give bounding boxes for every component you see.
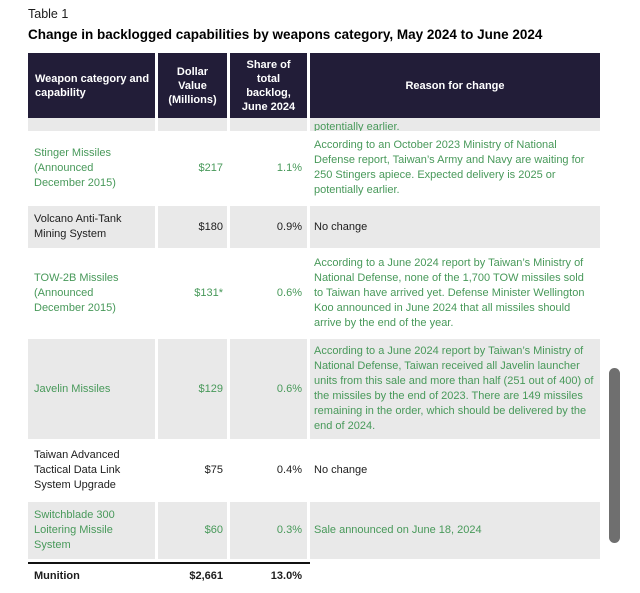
backlog-share-cell: 1.1%: [230, 133, 307, 203]
weapon-category-cell: Javelin Missiles: [28, 339, 155, 439]
cutoff-reason-text: potentially earlier.: [314, 121, 400, 131]
table-row: [28, 251, 600, 336]
reason-cell: According to a June 2024 report by Taiwan’s Ministry of National Defense, Taiwan received all Javelin launcher units from this sale and more than half (251 out of 400) of the missiles by the end of 2023. There are 149 missiles remaining in the order, which should be delivered by the end of 2024.: [310, 339, 600, 439]
reason-cell: No change: [310, 442, 600, 499]
reason-cell: [310, 564, 600, 590]
table-row: [28, 339, 600, 439]
dollar-value-cell: $75: [158, 442, 227, 499]
table-row: [28, 502, 600, 559]
cutoff-table-row: [28, 118, 600, 131]
reason-cell: According to an October 2023 Ministry of National Defense report, Taiwan’s Army and Navy are waiting for 250 Stingers apiece. Expected delivery is 2025 or potentially earlier.: [310, 133, 600, 203]
table-header-row: [28, 53, 600, 118]
reason-cell: According to a June 2024 report by Taiwan’s Ministry of National Defense, none of the 1,700 TOW missiles sold to Taiwan have arrived yet. Defense Minister Wellington Koo announced in June 2024 that all missiles should arrive by the end of the year.: [310, 251, 600, 336]
weapon-category-cell: Stinger Missiles (Announced December 2015): [28, 133, 155, 203]
table-row: [28, 442, 600, 499]
backlog-share-cell: 0.9%: [230, 206, 307, 248]
backlog-share-cell: 0.3%: [230, 502, 307, 559]
weapon-category-cell: [28, 118, 155, 131]
reason-cell: No change: [310, 206, 600, 248]
weapon-category-cell: Volcano Anti-Tank Mining System: [28, 206, 155, 248]
weapon-category-cell: TOW-2B Missiles (Announced December 2015): [28, 251, 155, 336]
reason-cell: [310, 118, 600, 131]
page-title: Change in backlogged capabilities by weapons category, May 2024 to June 2024: [28, 27, 543, 42]
table-number-label: Table 1: [28, 7, 69, 21]
backlog-share-cell: 0.4%: [230, 442, 307, 499]
vertical-scrollbar-thumb[interactable]: [609, 368, 620, 543]
backlog-share-cell: 13.0%: [230, 564, 307, 590]
dollar-value-cell: $131*: [158, 251, 227, 336]
weapon-category-cell: Switchblade 300 Loitering Missile System: [28, 502, 155, 559]
weapon-category-cell: Taiwan Advanced Tactical Data Link System Upgrade: [28, 442, 155, 499]
column-header-backlog-share: Share of total backlog, June 2024: [230, 53, 307, 118]
weapon-category-cell: Munition: [28, 564, 155, 590]
dollar-value-cell: $60: [158, 502, 227, 559]
total-table-row: [28, 564, 600, 590]
dollar-value-cell: [158, 118, 227, 131]
dollar-value-cell: $2,661: [158, 564, 227, 590]
table-row: [28, 133, 600, 203]
document-page: [28, 6, 600, 593]
backlog-share-cell: 0.6%: [230, 251, 307, 336]
table-body: [28, 133, 600, 559]
column-header-weapon-category: Weapon category and capability: [28, 53, 155, 118]
backlog-share-cell: [230, 118, 307, 131]
column-header-reason: Reason for change: [310, 53, 600, 118]
column-header-dollar-value: Dollar Value (Millions): [158, 53, 227, 118]
reason-cell: Sale announced on June 18, 2024: [310, 502, 600, 559]
dollar-value-cell: $217: [158, 133, 227, 203]
dollar-value-cell: $180: [158, 206, 227, 248]
backlog-share-cell: 0.6%: [230, 339, 307, 439]
dollar-value-cell: $129: [158, 339, 227, 439]
table-row: [28, 206, 600, 248]
